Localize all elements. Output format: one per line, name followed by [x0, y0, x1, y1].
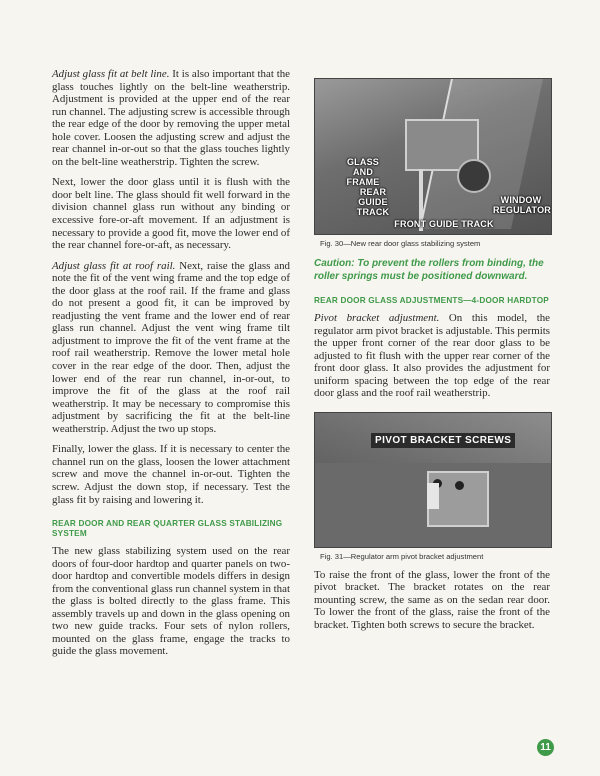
heading-rear-door-adjustments: REAR DOOR GLASS ADJUSTMENTS—4-DOOR HARDTOP: [314, 296, 549, 305]
body-pivot-bracket: On this model, the regulator arm pivot bracket is adjustable. This permits the upper front corner of the rear door glass to be adjusted to fit flush with the upper rear corner of the front door glass. It also provides the adjustment for uniform spacing between the top edge of the rear door glass and the roof rail weatherstrip.: [314, 312, 550, 400]
lead-pivot-bracket: Pivot bracket adjustment.: [314, 312, 440, 324]
paragraph-stabilizing-system: The new glass stabilizing system used on the rear doors of four-door hardtop and quarter panels on two-door hardtop and convertible models differs in design from the conventional glass run channel system in that the glass is bolted directly to the glass frame. This assembly travels up and down in the glass opening on two new guide tracks. Four sets of nylon rollers, mounted on the glass frame, engage the tracks to guide the glass movement.: [52, 545, 290, 658]
screw-shape-2: [455, 481, 464, 490]
figure-30-caption: Fig. 30—New rear door glass stabilizing system: [320, 239, 481, 248]
lead-belt-line: Adjust glass fit at belt line.: [52, 68, 170, 80]
body-roof-rail: Next, raise the glass and note the fit of the vent wing frame and the top edge of the door glass at the roof rail. If the frame and glass do not present a good fit, it can be improved by readjusting the vent frame and the lower end of rear glass run channel. Adjust the vent wing frame tilt adjustment to improve the fit of the vent frame at the roof rail weatherstrip. Remove the lower metal hole cover in the rear edge of the door. Then, adjust the lower end of the rear run channel, in-or-out, to improve the fit of the glass at the roof rail weatherstrip. It may be necessary to compromise this adjustment by sacrificing the fit at the belt-line weatherstrip. Adjust the two up stops.: [52, 259, 290, 435]
paragraph-lower-glass: Next, lower the door glass until it is flush with the door belt line. The glass should fit well forward in the division channel glass run without any binding or excessive fore-or-aft movement. If an adjustment is necessary to provide a good fit, move the lower end of the rear channel fore-or-aft, as necessary.: [52, 176, 290, 252]
arrow-icon: [427, 483, 439, 509]
figure-31-photo: [314, 412, 552, 548]
paragraph-pivot-bracket: [314, 312, 550, 400]
figure-30-photo: [314, 78, 552, 235]
heading-stabilizing-system: REAR DOOR AND REAR QUARTER GLASS STABILIZING SYSTEM: [52, 519, 283, 539]
callout-window-regulator: WINDOW REGULATOR: [493, 195, 551, 215]
regulator-gear-shape: [457, 159, 491, 193]
paragraph-roof-rail: [52, 260, 290, 436]
callout-glass-frame: GLASS AND FRAME: [346, 157, 380, 187]
caution-note: Caution: To prevent the rollers from binding, the roller springs must be positioned downward.: [314, 258, 544, 282]
callout-rear-guide-track: REAR GUIDE TRACK: [356, 187, 390, 217]
figure-31-caption: Fig. 31—Regulator arm pivot bracket adjustment: [320, 551, 484, 561]
callout-front-guide-track: FRONT GUIDE TRACK: [394, 219, 494, 229]
paragraph-finally: Finally, lower the glass. If it is necessary to center the channel run on the glass, loosen the lower attachment screw and move the channel in-or-out. Tighten the screw. Adjust the down stop, if necessary. Test the glass fit by raising and lowering it.: [52, 443, 290, 506]
lead-roof-rail: Adjust glass fit at roof rail.: [52, 259, 176, 272]
right-column: [314, 68, 550, 640]
paragraph-raise-front: To raise the front of the glass, lower the front of the pivot bracket. The bracket rotates on the rear mounting screw, the same as on the sedan rear door. To lower the front of the glass, raise the front of the bracket. Tighten both screws to secure the bracket.: [314, 568, 550, 632]
page-number-badge: 11: [537, 739, 554, 756]
body-belt-line: It is also important that the glass touches lightly on the belt-line weatherstrip. Adjustment is provided at the upper end of the rear run channel. The adjusting screw is accessible through the rear edge of the door by removing the upper metal hole cover. Loosen the adjusting screw and adjust the rear channel in-or-out so that the glass touches lightly on the belt-line weatherstrip. Tighten the screw.: [52, 68, 290, 168]
paragraph-belt-line: [52, 68, 290, 168]
left-column: [52, 68, 290, 666]
callout-pivot-bracket-screws: PIVOT BRACKET SCREWS: [371, 433, 515, 448]
